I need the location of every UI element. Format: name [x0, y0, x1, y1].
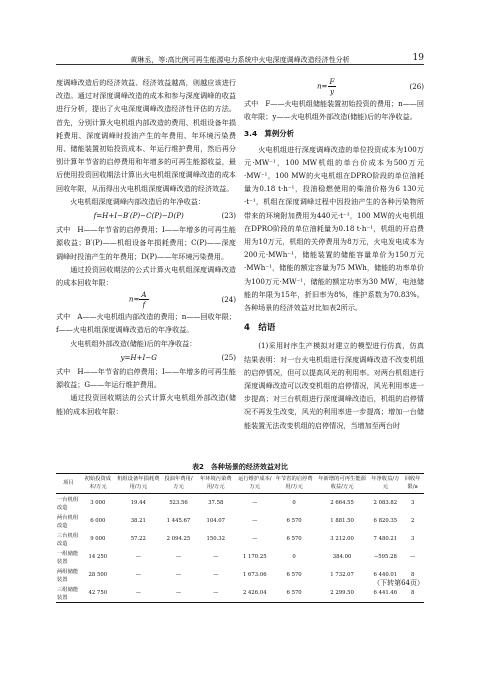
paragraph: 火电机组外部改造(储能)后的年净收益： [70, 338, 197, 348]
column-header: 投油年费用/万元 [164, 476, 193, 490]
table-row [56, 530, 424, 548]
table-cell: 6 000 [90, 518, 106, 524]
denominator: f [142, 300, 146, 310]
table-cell: 三台机组改造 [57, 533, 79, 547]
running-title: 黄琳丞，等:高比例可再生能源电力系统中火电深度调峰改造经济性分析 [130, 56, 350, 64]
table-cell: 0 [292, 500, 296, 506]
equation-expression [244, 77, 409, 96]
table-cell: — [213, 572, 219, 578]
table-cell: 523.56 [169, 500, 188, 506]
paragraph: 火电机组深度调峰内部改造后的年净收益： [70, 196, 205, 206]
paragraph: 通过投资回收期法的公式计算火电机组深度调峰改造的成本回收年限： [56, 264, 236, 288]
table-cell: 1 732.07 [330, 572, 354, 578]
economic-comparison-table [56, 473, 424, 603]
paragraph: 火电机组进行深度调峰改造的单位投资成本为100万元·MW⁻¹，100 MW机组的单台价成本为500万元·MW⁻¹，100 MW的火电机组在DPRO阶段的单位油耗量为0.18 t·h⁻¹，投油稳燃使用的柴油价格为6 130元·t⁻¹，机组在深度调峰过程中因投油产生的各种污染物所带来的环境附加费用为440元·t⁻¹，100 MW的火电机组在DPRO阶段的单位油耗量为0.18 t·h⁻¹，机组的开启费用为10万元，机组的关停费用为8万元，火电发电成本为200元·MWh⁻¹，储能装置的储能容量单价为150万元·MWh⁻¹，储能的额定容量为75 MWh，储能的功率单价为100万元·MW⁻¹，储能的额定功率为30 MW，电池储能的年限为15年，折旧率为8%，维护系数为70.83%。各种场景的经济效益对比如表2所示。 [244, 144, 424, 313]
column-header: 项目 [63, 479, 74, 486]
equation [56, 209, 236, 222]
table-row [56, 566, 424, 584]
header-rule [56, 64, 424, 65]
equation-expression: f=H+I−B′(P)−C(P)−D(P) [93, 211, 184, 221]
equation-number: (23) [221, 211, 236, 221]
equation-number: (26) [409, 81, 424, 91]
table-cell: 8 [410, 590, 415, 596]
table-cell: 6 570 [286, 590, 302, 596]
denominator: y [329, 87, 334, 96]
paragraph: 式中 A——火电机组内部改造的费用；n——回收年限；f——火电机组深度调峰改造后的年净收益。 [56, 312, 236, 335]
table-cell: 104.07 [206, 518, 226, 524]
left-column [56, 76, 236, 418]
column-header: 回收年限/a [404, 476, 421, 490]
table-caption: 表2 各种场景的经济效益对比 [192, 463, 288, 471]
table-cell: 57.22 [130, 536, 146, 542]
table-cell: 28 500 [88, 572, 108, 578]
table-cell: 6 440.01 [373, 572, 398, 578]
table-cell: 19.44 [130, 500, 146, 506]
page-number: 19 [412, 53, 424, 63]
table-row [56, 548, 424, 566]
table-cell: 150.32 [206, 536, 226, 542]
table-cell: 2 [410, 518, 415, 524]
table-cell: 3 212.00 [330, 536, 354, 542]
equation-expression [56, 290, 221, 309]
column-header: 初始投资成本/万元 [84, 476, 112, 490]
table-header-row [56, 474, 424, 494]
table-cell: 两台机组改造 [57, 515, 79, 529]
section-heading: 4 结语 [244, 323, 276, 334]
table-cell: −595.28 [373, 554, 397, 560]
table-cell: 1 445.67 [166, 518, 191, 524]
table-cell: 6 441.46 [373, 590, 398, 596]
table-cell: 一组储能装置 [57, 551, 79, 565]
table-cell: 2 094.25 [166, 536, 191, 542]
table-row [56, 494, 424, 513]
table-cell: 14 250 [88, 554, 108, 560]
table-cell: 6 570 [286, 536, 302, 542]
table-cell: 3 000 [90, 500, 106, 506]
equation [56, 290, 236, 309]
table-cell: — [213, 554, 219, 560]
table-cell: — [175, 572, 182, 578]
table-cell: 三组储能装置 [57, 587, 79, 601]
table-cell: — [175, 590, 182, 596]
table-cell: 37.58 [208, 500, 224, 506]
table-row [56, 584, 424, 603]
table-cell: 7 480.21 [373, 536, 398, 542]
table-cell: 3 [410, 500, 415, 506]
table-cell: 6 820.35 [373, 518, 398, 524]
equation-lhs: n= [128, 294, 140, 304]
table-cell: — [410, 554, 416, 560]
column-header: 年环境污染费用/万元 [199, 476, 232, 490]
paragraph: 式中 H——年节省的启停费用；I——年增多的可再生能源收益；B′(P)——机组设备年损耗费用；C(P)——深度调峰时投油产生的年费用；D(P)——年环境污染费用。 [56, 225, 236, 261]
table-cell: — [252, 536, 258, 542]
paragraph: (1)采用时序生产模拟对建立的模型进行仿真，仿真结果表明：对一台火电机组进行深度调峰改造不改变机组的启停情况，但可以提高风光的利用率。对两台机组进行深度调峰改造可以改变机组的启停情况，风光利用率进一步提高；对三台机组进行深度调峰改造后，机组的启停情况不再发生改变，风光的利用率进一步提高；增加一台储能装置无法改变机组的启停情况，当增加至两台时 [244, 341, 424, 430]
section-heading: 3.4 算例分析 [244, 129, 295, 139]
table-cell: — [135, 554, 141, 560]
table-cell: 2 083.82 [373, 500, 398, 506]
table-cell: 2 299.50 [330, 590, 354, 596]
equation-number: (25) [221, 352, 236, 362]
column-header: 年节省的启停费用/万元 [275, 476, 313, 490]
table-cell: 两组储能装置 [57, 569, 79, 583]
paragraph: 式中 F——火电机组储能装置初始投资的费用；n——回收年限；y——火电机组外部改造(储能)后的年净收益。 [244, 99, 424, 122]
column-header: 年新增的可再生能源收益/万元 [318, 476, 366, 490]
table-cell: — [252, 500, 258, 506]
table-row [56, 512, 424, 530]
table-cell: — [252, 518, 258, 524]
paragraph: 通过投资回收期法的公式计算火电机组外部改造(储能)的成本回收年限： [56, 393, 236, 416]
column-header: 机组设备年损耗费用/万元 [117, 476, 160, 490]
right-column [244, 76, 424, 432]
equation-number: (24) [221, 295, 236, 305]
table-cell: 2 426.04 [243, 590, 267, 596]
table-cell: 1 673.06 [243, 572, 267, 578]
table-cell: 1 881.50 [330, 518, 354, 524]
paragraph: 度调峰改造后的经济效益、经济效益越高，则越应该进行改造。通过对深度调峰改造的成本和参与深度调峰的收益进行分析，提出了火电深度调峰改造经济性评估的方法。首先，分别计算火电机组内部改造的费用、机组设备年损耗费用、深度调峰时投油产生的年费用、年环境污染费用、储能装置初始投资成本、年运行维护费用，然后再分别计算年节省的启停费用和年增多的可再生能源收益，最后使用投资回收期法计算出火电机组深度调峰改造的成本回收年限，从而得出火电机组深度调峰改造的经济效益。 [56, 78, 236, 193]
equation [244, 77, 424, 96]
equation-expression: y=H+I−G [120, 352, 157, 362]
table-cell: 6 570 [286, 572, 302, 578]
table-cell: 384.00 [332, 554, 352, 560]
column-header: 运行维护成本/万元 [238, 476, 272, 490]
table-cell: 一台机组改造 [57, 497, 79, 511]
table-cell: 3 [410, 536, 415, 542]
table-cell: — [213, 590, 219, 596]
equation-lhs: n= [316, 81, 328, 91]
table-cell: 9 000 [90, 536, 106, 542]
table-cell: 2 664.55 [330, 500, 354, 506]
column-header: 年净收益/万元 [371, 476, 400, 490]
fraction [328, 77, 337, 96]
numerator: A [141, 290, 147, 300]
fraction [139, 290, 148, 309]
table-cell: — [175, 554, 182, 560]
paragraph: 式中 H——年节省的启停费用；I——年增多的可再生能源收益；G——年运行维护费用。 [56, 367, 236, 390]
numerator: F [329, 77, 335, 86]
table-cell: 38.21 [130, 518, 146, 524]
table-cell: — [135, 590, 141, 596]
table-cell: 42 750 [88, 590, 108, 596]
continued-note: （下转第64页） [373, 579, 424, 587]
table-cell: 6 570 [286, 518, 302, 524]
table-cell: 8 [410, 572, 415, 578]
table-cell: — [135, 572, 141, 578]
table-cell: 0 [292, 554, 296, 560]
table-cell: 1 170.25 [243, 554, 267, 560]
equation [56, 351, 236, 364]
